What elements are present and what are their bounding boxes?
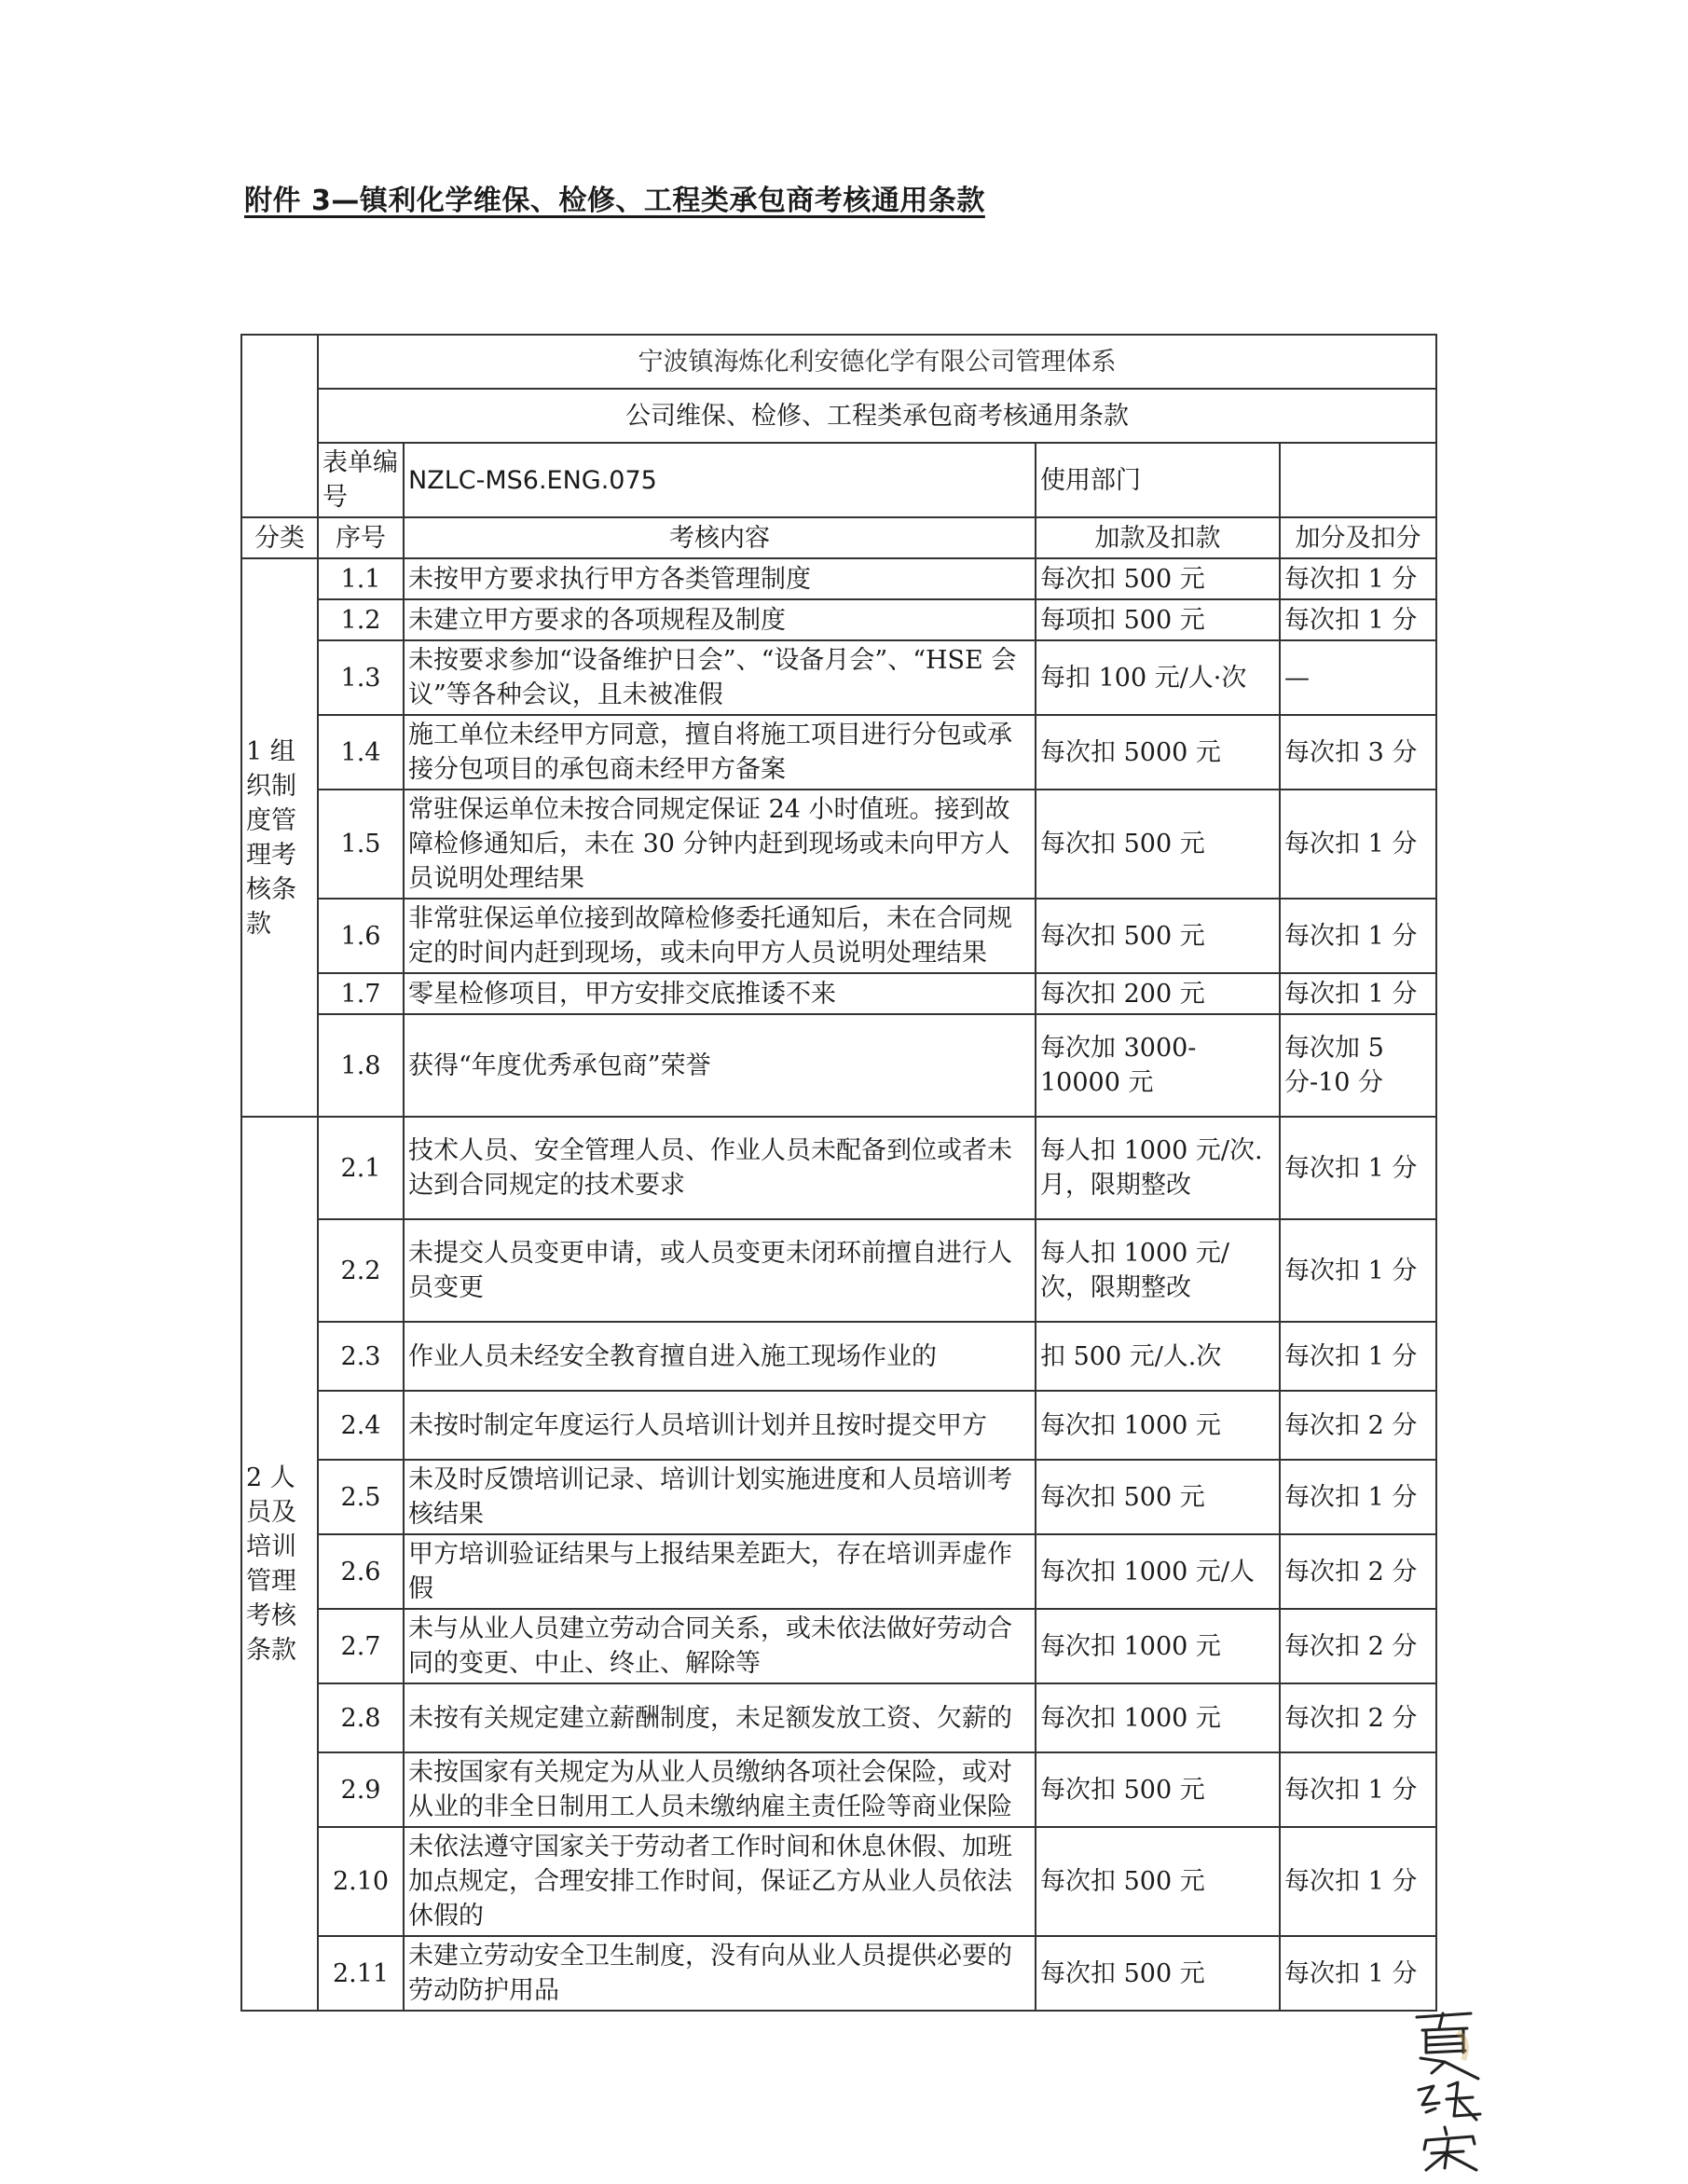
content-cell: 未建立劳动安全卫生制度，没有向从业人员提供必要的劳动防护用品 (404, 1936, 1036, 2011)
table-row (241, 1391, 1436, 1460)
table-row (241, 973, 1436, 1014)
table-row (241, 1460, 1436, 1534)
points-cell: 每次扣 2 分 (1280, 1609, 1436, 1683)
points-cell: 每次扣 1 分 (1280, 790, 1436, 899)
points-cell: 每次扣 1 分 (1280, 1219, 1436, 1322)
money-cell: 扣 500 元/人.次 (1036, 1322, 1280, 1391)
table-row (241, 1752, 1436, 1827)
seq-cell: 2.9 (318, 1752, 404, 1827)
handwritten-signature (1398, 2004, 1501, 2172)
seq-cell: 2.1 (318, 1117, 404, 1219)
money-cell: 每次扣 1000 元 (1036, 1609, 1280, 1683)
content-cell: 未建立甲方要求的各项规程及制度 (404, 599, 1036, 640)
table-row (241, 599, 1436, 640)
points-cell: 每次扣 2 分 (1280, 1534, 1436, 1609)
col-category: 分类 (241, 517, 318, 558)
seq-cell: 2.6 (318, 1534, 404, 1609)
money-cell: 每次扣 500 元 (1036, 899, 1280, 973)
money-cell: 每项扣 500 元 (1036, 599, 1280, 640)
col-money: 加款及扣款 (1036, 517, 1280, 558)
table-row (241, 1827, 1436, 1936)
points-cell: 每次扣 2 分 (1280, 1683, 1436, 1752)
content-cell: 未及时反馈培训记录、培训计划实施进度和人员培训考核结果 (404, 1460, 1036, 1534)
points-cell: 每次扣 3 分 (1280, 715, 1436, 790)
table-row (241, 715, 1436, 790)
money-cell: 每人扣 1000 元/次，限期整改 (1036, 1219, 1280, 1322)
points-cell: 每次扣 1 分 (1280, 1936, 1436, 2011)
seq-cell: 2.11 (318, 1936, 404, 2011)
money-cell: 每次扣 1000 元 (1036, 1391, 1280, 1460)
category-cell: 2 人员及培训管理考核条款 (241, 1117, 318, 2011)
category-cell: 1 组织制度管理考核条款 (241, 558, 318, 1117)
content-cell: 未按要求参加“设备维护日会”、“设备月会”、“HSE 会议”等各种会议，且未被准假 (404, 640, 1036, 715)
seq-cell: 1.3 (318, 640, 404, 715)
points-cell: 每次扣 1 分 (1280, 1827, 1436, 1936)
money-cell: 每次扣 5000 元 (1036, 715, 1280, 790)
money-cell: 每次扣 500 元 (1036, 1827, 1280, 1936)
table-row (241, 558, 1436, 599)
content-cell: 未按有关规定建立薪酬制度，未足额发放工资、欠薪的 (404, 1683, 1036, 1752)
org-name: 宁波镇海炼化利安德化学有限公司管理体系 (318, 335, 1436, 389)
seq-cell: 2.2 (318, 1219, 404, 1322)
seq-cell: 1.1 (318, 558, 404, 599)
table-row (241, 1322, 1436, 1391)
dept-label: 使用部门 (1036, 443, 1280, 517)
table-row (241, 1683, 1436, 1752)
col-points: 加分及扣分 (1280, 517, 1436, 558)
money-cell: 每次扣 500 元 (1036, 1752, 1280, 1827)
col-seq: 序号 (318, 517, 404, 558)
seq-cell: 2.3 (318, 1322, 404, 1391)
content-cell: 作业人员未经安全教育擅自进入施工现场作业的 (404, 1322, 1036, 1391)
points-cell: 每次扣 1 分 (1280, 973, 1436, 1014)
content-cell: 施工单位未经甲方同意，擅自将施工项目进行分包或承接分包项目的承包商未经甲方备案 (404, 715, 1036, 790)
seq-cell: 2.10 (318, 1827, 404, 1936)
content-cell: 未依法遵守国家关于劳动者工作时间和休息休假、加班加点规定，合理安排工作时间，保证乙方从业人员依法休假的 (404, 1827, 1036, 1936)
assessment-table (240, 334, 1437, 2012)
content-cell: 非常驻保运单位接到故障检修委托通知后，未在合同规定的时间内赶到现场，或未向甲方人员说明处理结果 (404, 899, 1036, 973)
table-row (241, 790, 1436, 899)
table-row (241, 1014, 1436, 1117)
content-cell: 获得“年度优秀承包商”荣誉 (404, 1014, 1036, 1117)
money-cell: 每次加 3000-10000 元 (1036, 1014, 1280, 1117)
table-row (241, 1219, 1436, 1322)
seq-cell: 1.8 (318, 1014, 404, 1117)
points-cell: 每次扣 1 分 (1280, 1460, 1436, 1534)
table-row (241, 640, 1436, 715)
money-cell: 每次扣 500 元 (1036, 790, 1280, 899)
money-cell: 每次扣 500 元 (1036, 1936, 1280, 2011)
money-cell: 每人扣 1000 元/次.月，限期整改 (1036, 1117, 1280, 1219)
content-cell: 未按甲方要求执行甲方各类管理制度 (404, 558, 1036, 599)
points-cell: 每次扣 1 分 (1280, 1117, 1436, 1219)
seq-cell: 1.4 (318, 715, 404, 790)
money-cell: 每扣 100 元/人·次 (1036, 640, 1280, 715)
seq-cell: 1.2 (318, 599, 404, 640)
seq-cell: 2.7 (318, 1609, 404, 1683)
seq-cell: 2.5 (318, 1460, 404, 1534)
seq-cell: 1.5 (318, 790, 404, 899)
table-row (241, 899, 1436, 973)
table-row (241, 1117, 1436, 1219)
points-cell: 每次扣 1 分 (1280, 599, 1436, 640)
form-no-value: NZLC-MS6.ENG.075 (404, 443, 1036, 517)
points-cell: 每次扣 2 分 (1280, 1391, 1436, 1460)
form-title: 公司维保、检修、工程类承包商考核通用条款 (318, 389, 1436, 443)
money-cell: 每次扣 1000 元/人 (1036, 1534, 1280, 1609)
points-cell: 每次扣 1 分 (1280, 899, 1436, 973)
content-cell: 甲方培训验证结果与上报结果差距大，存在培训弄虚作假 (404, 1534, 1036, 1609)
content-cell: 零星检修项目，甲方安排交底推诿不来 (404, 973, 1036, 1014)
seq-cell: 2.4 (318, 1391, 404, 1460)
money-cell: 每次扣 500 元 (1036, 1460, 1280, 1534)
page-title: 附件 3—镇利化学维保、检修、工程类承包商考核通用条款 (244, 185, 985, 217)
content-cell: 常驻保运单位未按合同规定保证 24 小时值班。接到故障检修通知后，未在 30 分钟内赶到现场或未向甲方人员说明处理结果 (404, 790, 1036, 899)
content-cell: 未与从业人员建立劳动合同关系，或未依法做好劳动合同的变更、中止、终止、解除等 (404, 1609, 1036, 1683)
money-cell: 每次扣 500 元 (1036, 558, 1280, 599)
money-cell: 每次扣 200 元 (1036, 973, 1280, 1014)
content-cell: 未按时制定年度运行人员培训计划并且按时提交甲方 (404, 1391, 1036, 1460)
money-cell: 每次扣 1000 元 (1036, 1683, 1280, 1752)
content-cell: 技术人员、安全管理人员、作业人员未配备到位或者未达到合同规定的技术要求 (404, 1117, 1036, 1219)
dept-value (1280, 443, 1436, 517)
table-row (241, 1936, 1436, 2011)
col-content: 考核内容 (404, 517, 1036, 558)
seq-cell: 1.7 (318, 973, 404, 1014)
form-no-label: 表单编号 (318, 443, 404, 517)
seq-cell: 2.8 (318, 1683, 404, 1752)
points-cell: 每次扣 1 分 (1280, 558, 1436, 599)
table-row (241, 1609, 1436, 1683)
table-row (241, 1534, 1436, 1609)
content-cell: 未按国家有关规定为从业人员缴纳各项社会保险，或对从业的非全日制用工人员未缴纳雇主责任险等商业保险 (404, 1752, 1036, 1827)
points-cell: — (1280, 640, 1436, 715)
points-cell: 每次扣 1 分 (1280, 1752, 1436, 1827)
blank-header-cell (241, 335, 318, 517)
seq-cell: 1.6 (318, 899, 404, 973)
points-cell: 每次加 5 分-10 分 (1280, 1014, 1436, 1117)
points-cell: 每次扣 1 分 (1280, 1322, 1436, 1391)
content-cell: 未提交人员变更申请，或人员变更未闭环前擅自进行人员变更 (404, 1219, 1036, 1322)
